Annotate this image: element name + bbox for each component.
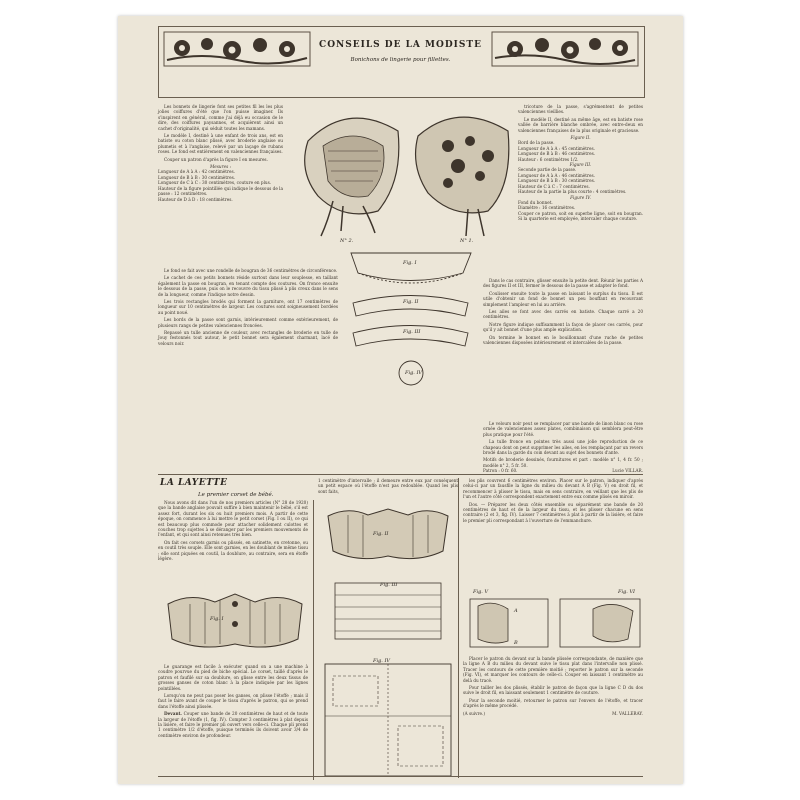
figure-label-no2: N° 2. bbox=[340, 238, 354, 244]
mesure-item: Diamètre : 16 centimètres. bbox=[518, 205, 576, 211]
mesure-item: Longueur de A à A : 45 centimètres. bbox=[518, 145, 595, 151]
bonnets-bottom-note bbox=[483, 421, 643, 474]
mesure-item: Bord de la passe. bbox=[518, 140, 555, 146]
mesure-item: Seconde partie de la passe. bbox=[518, 167, 577, 173]
bonnets-body-left bbox=[158, 268, 338, 348]
fig-iii-label: Fig. III bbox=[403, 329, 421, 335]
paragraph: Le cachet de ces petits bonnets réside surtout dans leur souplesse, en taillant également la passe en bougran, en tenant compte des coutures. On fronce ensuite le dessous de la passe, puis on le recouvre du tissu plissé à plis creux dans le sens de la longueur, comme l'indique notre dessin. bbox=[158, 275, 338, 297]
layette-col2-top: 1 centimètre d'intervalle ; il demeure entre eux par conséquent un petit espace où l'étoffe n'est pas redoublée. Quand les plis sont faits, bbox=[318, 478, 458, 494]
corset-fig-i-icon bbox=[160, 584, 310, 659]
column-rule bbox=[458, 478, 459, 778]
paragraph: Pour tailler les dos plissés, établir le patron de façon que la ligne C D du dos suive le droit fil, en laissant seulement 1 centimètre de couture. bbox=[463, 685, 643, 696]
paragraph: Notre figure indique suffisamment la façon de placer ces carrés, pour qu'il y ait bonnet d'une plus ample explication. bbox=[483, 321, 643, 333]
page-subtitle: Bonichons de lingerie pour fillettes. bbox=[350, 57, 451, 63]
figure-ii-label: Figure II. bbox=[570, 135, 591, 141]
fig-iv-label: Fig. IV bbox=[405, 370, 423, 376]
fig-ii-label: Fig. II bbox=[403, 299, 419, 305]
figure-label-no1: N° 1. bbox=[460, 238, 474, 244]
figure-iv-list bbox=[518, 200, 643, 222]
bonnets-signature: Lucie VILLAR. bbox=[612, 468, 643, 474]
paragraph: Les trois rectangles brodés qui forment la garniture, ont 17 centimètres de longueur sur 10 centimètres de largeur. Les coutures sont soigneusement bordées au point noué. bbox=[158, 299, 338, 315]
column-rule bbox=[313, 500, 314, 780]
to-be-continued: (A suivre.) bbox=[463, 710, 485, 716]
fig-i-label: Fig. I bbox=[403, 260, 417, 266]
paragraph: Les bords de la passe sont garnis, intérieurement comme extérieurement, de plusieurs rangs de petites valenciennes froncées. bbox=[158, 317, 338, 328]
paragraph: Le velours noir peut se remplacer par une bande de linon blanc ou rose ornée de valenciennes assez plates, combinaison qui semblera peut-être plus pratique pour l'été. bbox=[483, 421, 643, 437]
layout-diagram-fig-iv-icon bbox=[323, 656, 453, 781]
floral-ornament-left-icon bbox=[162, 30, 312, 68]
footer-price: Patron : 0 fr. 60. bbox=[483, 468, 518, 474]
page-title: CONSEILS DE LA MODISTE bbox=[319, 40, 482, 50]
paragraph: Le modèle II, destiné au même âge, est en batiste rose vallée de barrière blanche ombrée, avec entre-deux en valenciennes françaises de la plus originale et gracieuse. bbox=[518, 116, 643, 133]
mesure-item: Hauteur de D à D : 18 centimètres. bbox=[158, 196, 233, 202]
mesure-item: Hauteur de C à C : 7 centimètres. bbox=[518, 183, 590, 189]
paragraph: Lorsqu'on ne peut pas poser les ganses, on plisse l'étoffe ; mais il faut le faire avant de couper le tissu d'après le patron, qui se prend dans l'étoffe ainsi plissée. bbox=[158, 693, 308, 709]
fig-vi-label: Fig. VI bbox=[618, 589, 636, 595]
fig-v-label: Fig. V bbox=[473, 589, 489, 595]
bonnets-intro-column bbox=[158, 104, 283, 202]
layette-col1 bbox=[158, 500, 308, 563]
paragraph: Pour la seconde moitié, retourner le patron sur l'envers de l'étoffe, et tracer d'après le même procédé. bbox=[463, 697, 643, 709]
mesure-item: Hauteur de la figure pointillée qui indique le dessous de la passe : 12 centimètres. bbox=[158, 185, 283, 197]
paragraph: La tulle fronce en pointes très aussi une jolie reproduction de ce chapeau dont on peut supprimer les ailes, en les remplaçant par un revers brodé dans la garde du coin devant au sujet des bonnets d'ante. bbox=[483, 439, 643, 456]
footer-supplies: Motifs de broderie dessinés, fournitures et part : modèle n° 1, 4 fr. 50 ; modèle n° 2, 5 fr. 50. bbox=[483, 457, 643, 468]
corset-fig-i-label: Fig. I bbox=[210, 616, 224, 622]
paragraph: Le fond se fait avec une rondelle de bougran de 36 centimètres de circonférence. bbox=[164, 268, 338, 273]
mesure-item: Fond du bonnet. bbox=[518, 199, 553, 205]
mesure-item: Longueur de A à A : 42 centimètres. bbox=[158, 169, 235, 175]
layette-col3 bbox=[463, 478, 643, 525]
bonnet-illustration-2-icon bbox=[293, 101, 408, 241]
paragraph: Dos. — Préparer les deux côtés ensemble ou séparément une bande de 20 centimètres de haut et de la largeur du tissu, et les plisser chacune en sens contraire (2 et 3, fig. IV). Laisser 7 centimètres à plat à partir de la lisière, et faire le premier pli correspondant à l'ouverture de l'emmanchure. bbox=[463, 501, 643, 523]
paragraph: Les ailes se font avec des carrés en batiste. Chaque carré a 20 centimètres. bbox=[483, 309, 643, 320]
paragraph: Couper un patron d'après la figure I en mesures. bbox=[164, 156, 268, 162]
bonnets-right-body-2 bbox=[483, 278, 643, 347]
mesures-list bbox=[158, 169, 283, 201]
layette-signature: M. VALLERAY. bbox=[612, 710, 643, 716]
paragraph: Le modèle I, destiné à une enfant de trois ans, est en batiste ou coton blanc plissé, avec broderie anglaise ou plumetis et à l'anglaise, relevé par un laçage de rubans roses. Le fond est entièrement en valenciennes françaises. bbox=[158, 133, 283, 155]
figure-iii-list bbox=[518, 167, 643, 194]
mesure-item: Hauteur : 6 centimètres 1/2. bbox=[518, 156, 579, 162]
paragraph: tricoture de la passe, s'agrémentent de petites valenciennes vieillies. bbox=[518, 104, 643, 115]
magazine-page bbox=[118, 16, 683, 784]
bottom-border bbox=[158, 776, 643, 777]
paragraph: On termine le bonnet en le bouillonnant d'une ruche de petites valenciennes disposées intérieurement et intercalées de la passe. bbox=[483, 334, 643, 346]
paragraph: On fait ces corsets garnis ou plissés, en satinette, en cretonne, ou en coutil très souple. Elle sont garnies, en les doublant de même tissu ; elle sont piquées en coutil, la doublure, au contraire, sera en étoffe légère. bbox=[158, 539, 308, 562]
mesure-item: Longueur de A à A : 46 centimètres. bbox=[518, 172, 595, 178]
bonnet-pattern-figures-icon bbox=[343, 248, 478, 388]
fig-point-b-label: B bbox=[514, 640, 518, 646]
paragraph: Le guarange est facile à exécuter quand on a une machine à coudre pourvue du pied de biche spécial. Le corset, taillé d'après le patron et faufilé sur sa doublure, on glisse entre les deux tissus de grosses ganses de coton blanc à la place indiquée par les lignes pointillées. bbox=[158, 664, 308, 691]
devant-label: Devant. bbox=[164, 711, 182, 717]
paragraph: Dans le cas contraire, glisser ensuite la petite dent. Réunir les parties A des figures II et III, fermer le dessous de la passe et adapter le fond. bbox=[483, 278, 643, 289]
layette-subtitle: Le premier corset de bébé. bbox=[198, 492, 274, 498]
bonnet-illustration-1-icon bbox=[408, 101, 518, 241]
fig-iv-layout-label: Fig. IV bbox=[373, 658, 391, 664]
fig-point-a-label: A bbox=[514, 608, 518, 614]
figure-iv-label: Figure IV. bbox=[570, 194, 591, 200]
mesure-item: Couper ce patron, soit en superbe ligne, soit en bougran. Si la quarterie est employée, intercaler chaque couture. bbox=[518, 210, 643, 222]
section-divider bbox=[158, 474, 643, 475]
layette-col1-b bbox=[158, 664, 308, 740]
corset-fig-v-vi-icon bbox=[468, 591, 643, 651]
paragraph: Les bonnets de lingerie font ses petites fil les les plus jolies coiffures d'été que l'on puisse imaginer. Ils s'inspirent en général, comme j'ai déjà eu occasion de le dire, des coiffures paysannes, et acquièrent ainsi un cachet d'originalité, qui séduit toutes les mamans. bbox=[158, 104, 283, 131]
paragraph: Nous avons dit dans l'un de nos premiers articles (N° 28 de 1920) que la bande anglaise pouvait suffire à bien maintenir le bébé, s'il est assez fort, durant les six ou huit premiers mois. A partir de cette époque, on commence à lui mettre le petit corset (Fig. I ou II), ce qui est beaucoup plus commode pour attacher solidement culottes et couches trop sujettes à se déranger par les premiers mouvements de l'enfant, et qui sont ainsi retenues très bien. bbox=[158, 500, 308, 538]
mesure-item: Longueur de B à B : 46 centimètres. bbox=[518, 151, 596, 157]
corset-fig-ii-label: Fig. II bbox=[373, 531, 389, 537]
paragraph: les plis couvrent 6 centimètres environ. Placer sur le patron, indiquer d'après celui-ci par un fausfile la ligne du milieu du devant A B (Fig. V) en droit fil, et recommencer à plisser le tissu, mais en sens contraire, en veillant que les plis de l'un et l'autre côté correspondent exactement entre eux comme plisés en miroir. bbox=[463, 478, 643, 500]
paragraph: Placer le patron du devant sur la bande plissée correspondante, de manière que la ligne A B du milieu du devant suive le tissu plat dans l'intervalle non plissé. Tracer les contours de cette première moitié ; reporter le patron sur la seconde (Fig. VI), et marquer les contours de celle-ci. Couper en laissant 1 centimètre au delà du tracé. bbox=[463, 656, 643, 683]
mesures-label: Mesures : bbox=[210, 164, 231, 170]
layette-title: LA LAYETTE bbox=[160, 478, 228, 488]
mesure-item: Longueur de B à B : 30 centimètres. bbox=[518, 178, 596, 184]
paragraph: Coulisser ensuite toute la passe en laissant le surplus du tissu. Il est utile d'obtenir un fond de bonnet un peu bouffant en recouvrant simplement l'ampleur en lui au arrière. bbox=[483, 290, 643, 307]
floral-ornament-right-icon bbox=[490, 30, 640, 68]
figure-ii-list bbox=[518, 140, 643, 162]
mesure-item: Longueur de B à B : 30 centimètres. bbox=[158, 174, 236, 180]
fig-iii-pleat-label: Fig. III bbox=[380, 582, 398, 588]
devant-text: Couper une bande de 20 centimètres de haut et de toute la largeur de l'étoffe (1, fig. IV). Compter 3 centimètres à plat depuis la lisière, et faire le premier pli ouvert vers celle-ci. Chaque pli prend 1 centimètre 1/2 d'étoffe, puisque terminés ils doivent avoir 3/4 de centimètre environ de profondeur. bbox=[158, 711, 308, 738]
paragraph: Repassé un tulle ancienne de couleur, avec rectangles de broderie en tulle de Jouy festonnés tout autour, le petit bonnet sera également charmant, lacé de velours noir. bbox=[158, 330, 338, 346]
layette-footer-row bbox=[463, 711, 643, 716]
figure-iii-label: Figure III. bbox=[569, 162, 592, 168]
mesure-item: Longueur de C à C : 30 centimètres, couture en plus. bbox=[158, 180, 272, 186]
bonnets-right-column bbox=[518, 104, 643, 222]
footer-price-row bbox=[483, 468, 643, 473]
mesure-item: Hauteur de la partie la plus courte : 4 centimètres. bbox=[518, 189, 627, 195]
pleat-pattern-fig-iii-icon bbox=[333, 581, 443, 646]
devant-paragraph bbox=[158, 711, 308, 738]
layette-col3-b bbox=[463, 656, 643, 716]
